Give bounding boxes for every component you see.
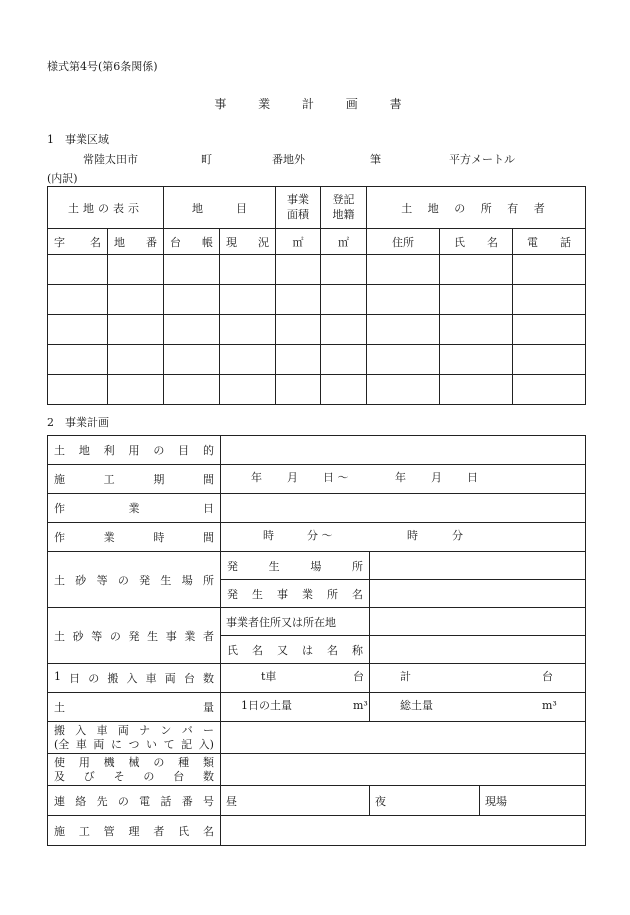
operator-address-label: 事業者住所又は所在地 [221, 608, 370, 636]
registry-area-header: 登記 地籍 [321, 187, 367, 229]
col-current: 現 況 [220, 229, 276, 255]
land-table [47, 186, 586, 405]
daily-vehicles-label: 1 日 の 搬 入 車 両 台 数 [48, 664, 221, 693]
page-title: 事 業 計 画 書 [214, 97, 416, 111]
col-unit-project: ㎡ [276, 229, 321, 255]
col-phone: 電 話 [513, 229, 586, 255]
construction-period-field[interactable]: 年 月 日 ～ 年 月 日 [221, 465, 586, 494]
land-use-purpose-field[interactable] [221, 436, 586, 465]
location-parcels: 筆 [370, 153, 381, 166]
table-row[interactable] [48, 375, 586, 405]
operator-name-field[interactable] [370, 636, 586, 664]
phone-day-field[interactable]: 昼 [221, 786, 370, 816]
location-lot: 番地外 [272, 153, 305, 166]
soil-origin-place-label: 発 生 場 所 [221, 552, 370, 580]
vehicle-numbers-field[interactable] [221, 722, 586, 754]
section2-heading: 2 事業計画 [47, 416, 109, 429]
section1-heading: 1 事業区域 [47, 133, 109, 146]
table-row[interactable] [48, 285, 586, 315]
owner-header: 土 地 の 所 有 者 [367, 187, 586, 229]
soil-origin-place-field[interactable] [370, 552, 586, 580]
construction-period-label: 施 工 期 間 [48, 465, 221, 494]
work-days-label: 作 業 日 [48, 494, 221, 523]
col-address: 住所 [367, 229, 440, 255]
col-unit-registry: ㎡ [321, 229, 367, 255]
land-category-header: 地 目 [164, 187, 276, 229]
land-display-header: 土地の表示 [48, 187, 164, 229]
soil-origin-office-field[interactable] [370, 580, 586, 608]
breakdown-label: (内訳) [47, 172, 78, 185]
total-soil-volume-field[interactable]: 総土量 m³ [370, 693, 586, 722]
col-lot-number: 地 番 [108, 229, 164, 255]
plan-table [47, 435, 586, 846]
work-days-field[interactable] [221, 494, 586, 523]
phone-night-field[interactable]: 夜 [370, 786, 480, 816]
work-hours-label: 作 業 時 間 [48, 523, 221, 552]
daily-vehicles-total-field[interactable]: 計 台 [370, 664, 586, 693]
work-hours-field[interactable]: 時 分 ～ 時 分 [221, 523, 586, 552]
project-area-header: 事業 面積 [276, 187, 321, 229]
operator-name-label: 氏 名 又 は 名 称 [221, 636, 370, 664]
daily-vehicles-field[interactable]: t車 台 [221, 664, 370, 693]
vehicle-numbers-label: 搬 入 車 両 ナ ン バ ー (全 車 両 に つ い て 記 入) [48, 722, 221, 754]
machinery-field[interactable] [221, 754, 586, 786]
phone-site-field[interactable]: 現場 [480, 786, 586, 816]
land-use-purpose-label: 土 地 利 用 の 目 的 [48, 436, 221, 465]
soil-volume-label: 土 量 [48, 693, 221, 722]
operator-address-field[interactable] [370, 608, 586, 636]
machinery-label: 使 用 機 械 の 種 類 及 び そ の 台 数 [48, 754, 221, 786]
location-town: 町 [201, 153, 212, 166]
location-area-unit: 平方メートル [449, 153, 515, 166]
soil-operator-label: 土 砂 等 の 発 生 事 業 者 [48, 608, 221, 664]
daily-soil-volume-field[interactable]: 1日の土量 m³ [221, 693, 370, 722]
construction-manager-field[interactable] [221, 816, 586, 846]
construction-manager-label: 施 工 管 理 者 氏 名 [48, 816, 221, 846]
table-row[interactable] [48, 315, 586, 345]
form-number: 様式第4号(第6条関係) [47, 60, 158, 73]
location-city: 常陸太田市 [83, 153, 138, 166]
col-aza-name: 字 名 [48, 229, 108, 255]
col-owner-name: 氏 名 [440, 229, 513, 255]
table-row[interactable] [48, 345, 586, 375]
contact-phone-label: 連 絡 先 の 電 話 番 号 [48, 786, 221, 816]
soil-origin-label: 土 砂 等 の 発 生 場 所 [48, 552, 221, 608]
col-ledger: 台 帳 [164, 229, 220, 255]
table-row[interactable] [48, 255, 586, 285]
soil-origin-office-label: 発 生 事 業 所 名 [221, 580, 370, 608]
